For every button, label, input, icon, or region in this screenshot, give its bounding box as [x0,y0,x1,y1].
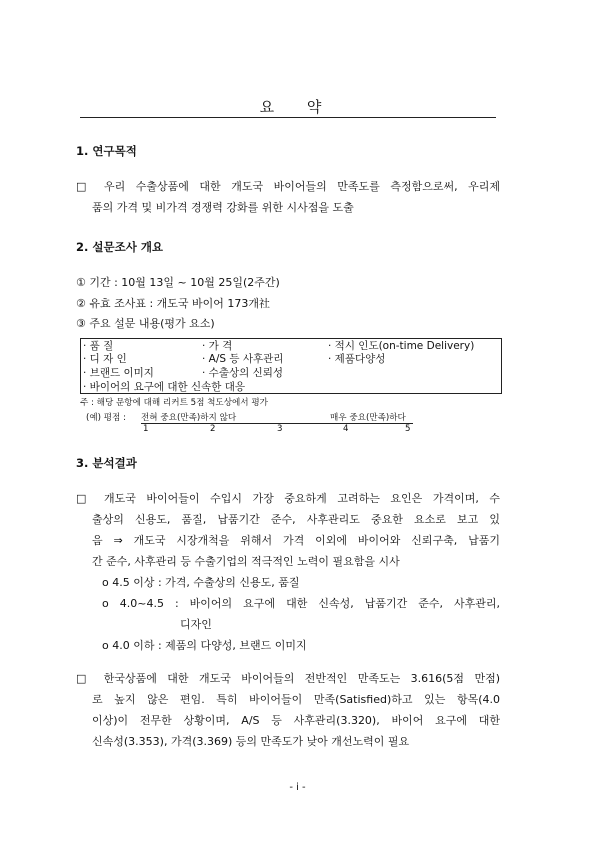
survey-period: ① 기간 : 10월 13일 ~ 10월 25일(2주간) [76,276,280,289]
s1-line-1: □ 우리 수출상품에 대한 개도국 바이어들의 만족도를 측정함으로써, 우리제 [76,180,500,193]
scale-tick-4: 4 [343,424,349,434]
valid-responses: ② 유효 조사표 : 개도국 바이어 173개社 [76,297,271,310]
factor-brand-image: · 브랜드 이미지 [83,367,154,379]
scale-example-label: (예) 평점 : [86,413,126,423]
s3-p2-line-1: □ 한국상품에 대한 개도국 바이어들의 전반적인 만족도는 3.616(5점 만점) [76,672,500,685]
result-4-0-to-4-5: o 4.0~4.5 : 바이어의 요구에 대한 신속성, 납품기간 준수, 사후관리, [102,597,500,610]
page-title: 요 약 [259,98,336,116]
factor-product-variety: · 제품다양성 [328,353,386,365]
scale-tick-3: 3 [277,424,283,434]
page-number: - i - [289,782,306,793]
scale-low-label: 전혀 중요(만족)하지 않다 [141,413,237,423]
factor-ontime-delivery: · 적시 인도(on-time Delivery) [328,340,475,352]
scale-tick-5: 5 [405,424,411,434]
scale-tick-2: 2 [210,424,216,434]
survey-contents-label: ③ 주요 설문 내용(평가 요소) [76,317,215,330]
factor-price: · 가 격 [202,340,233,352]
scale-high-label: 매우 중요(만족)하다 [330,413,406,423]
section-2-heading: 2. 설문조사 개요 [76,240,164,254]
section-1-heading: 1. 연구목적 [76,144,137,158]
s3-p1-line-4: 간 준수, 사후관리 등 수출기업의 적극적인 노력이 필요함을 시사 [92,555,400,568]
s3-p1-line-1: □ 개도국 바이어들이 수입시 가장 중요하게 고려하는 요인은 가격이며, 수 [76,492,500,505]
s3-p2-line-2: 로 높지 않은 편임. 특히 바이어들이 만족(Satisfied)하고 있는 항목(4.0 [92,693,500,706]
scale-tick-1: 1 [143,424,149,434]
likert-note: 주 : 해당 문항에 대해 리커트 5점 척도상에서 평가 [80,398,268,408]
title-underline [80,117,496,118]
s1-line-2: 품의 가격 및 비가격 경쟁력 강화를 위한 시사점을 도출 [92,201,354,214]
result-over-4-5: o 4.5 이상 : 가격, 수출상의 신용도, 품질 [102,576,300,589]
factor-buyer-responsiveness: · 바이어의 요구에 대한 신속한 대응 [83,381,246,393]
factor-design: · 디 자 인 [83,353,127,365]
section-3-heading: 3. 분석결과 [76,456,137,470]
s3-p2-line-3: 이상)이 전무한 상황이며, A/S 등 사후관리(3.320), 바이어 요구에 대한 [92,714,500,727]
factor-after-service: · A/S 등 사후관리 [202,353,284,365]
factor-quality: · 품 질 [83,340,114,352]
s3-p1-line-3: 음 ⇒ 개도국 시장개척을 위해서 가격 이외에 바이어와 신뢰구축, 납품기 [92,534,500,547]
s3-p1-line-2: 출상의 신용도, 품질, 납품기간 준수, 사후관리도 중요한 요소로 보고 있 [92,513,500,526]
s3-p2-line-4: 신속성(3.353), 가격(3.369) 등의 만족도가 낮아 개선노력이 필요 [92,735,410,748]
result-under-4-0: o 4.0 이하 : 제품의 다양성, 브랜드 이미지 [102,639,307,652]
factor-exporter-reliability: · 수출상의 신뢰성 [202,367,284,379]
result-4-0-to-4-5-cont: 디자인 [180,618,212,631]
